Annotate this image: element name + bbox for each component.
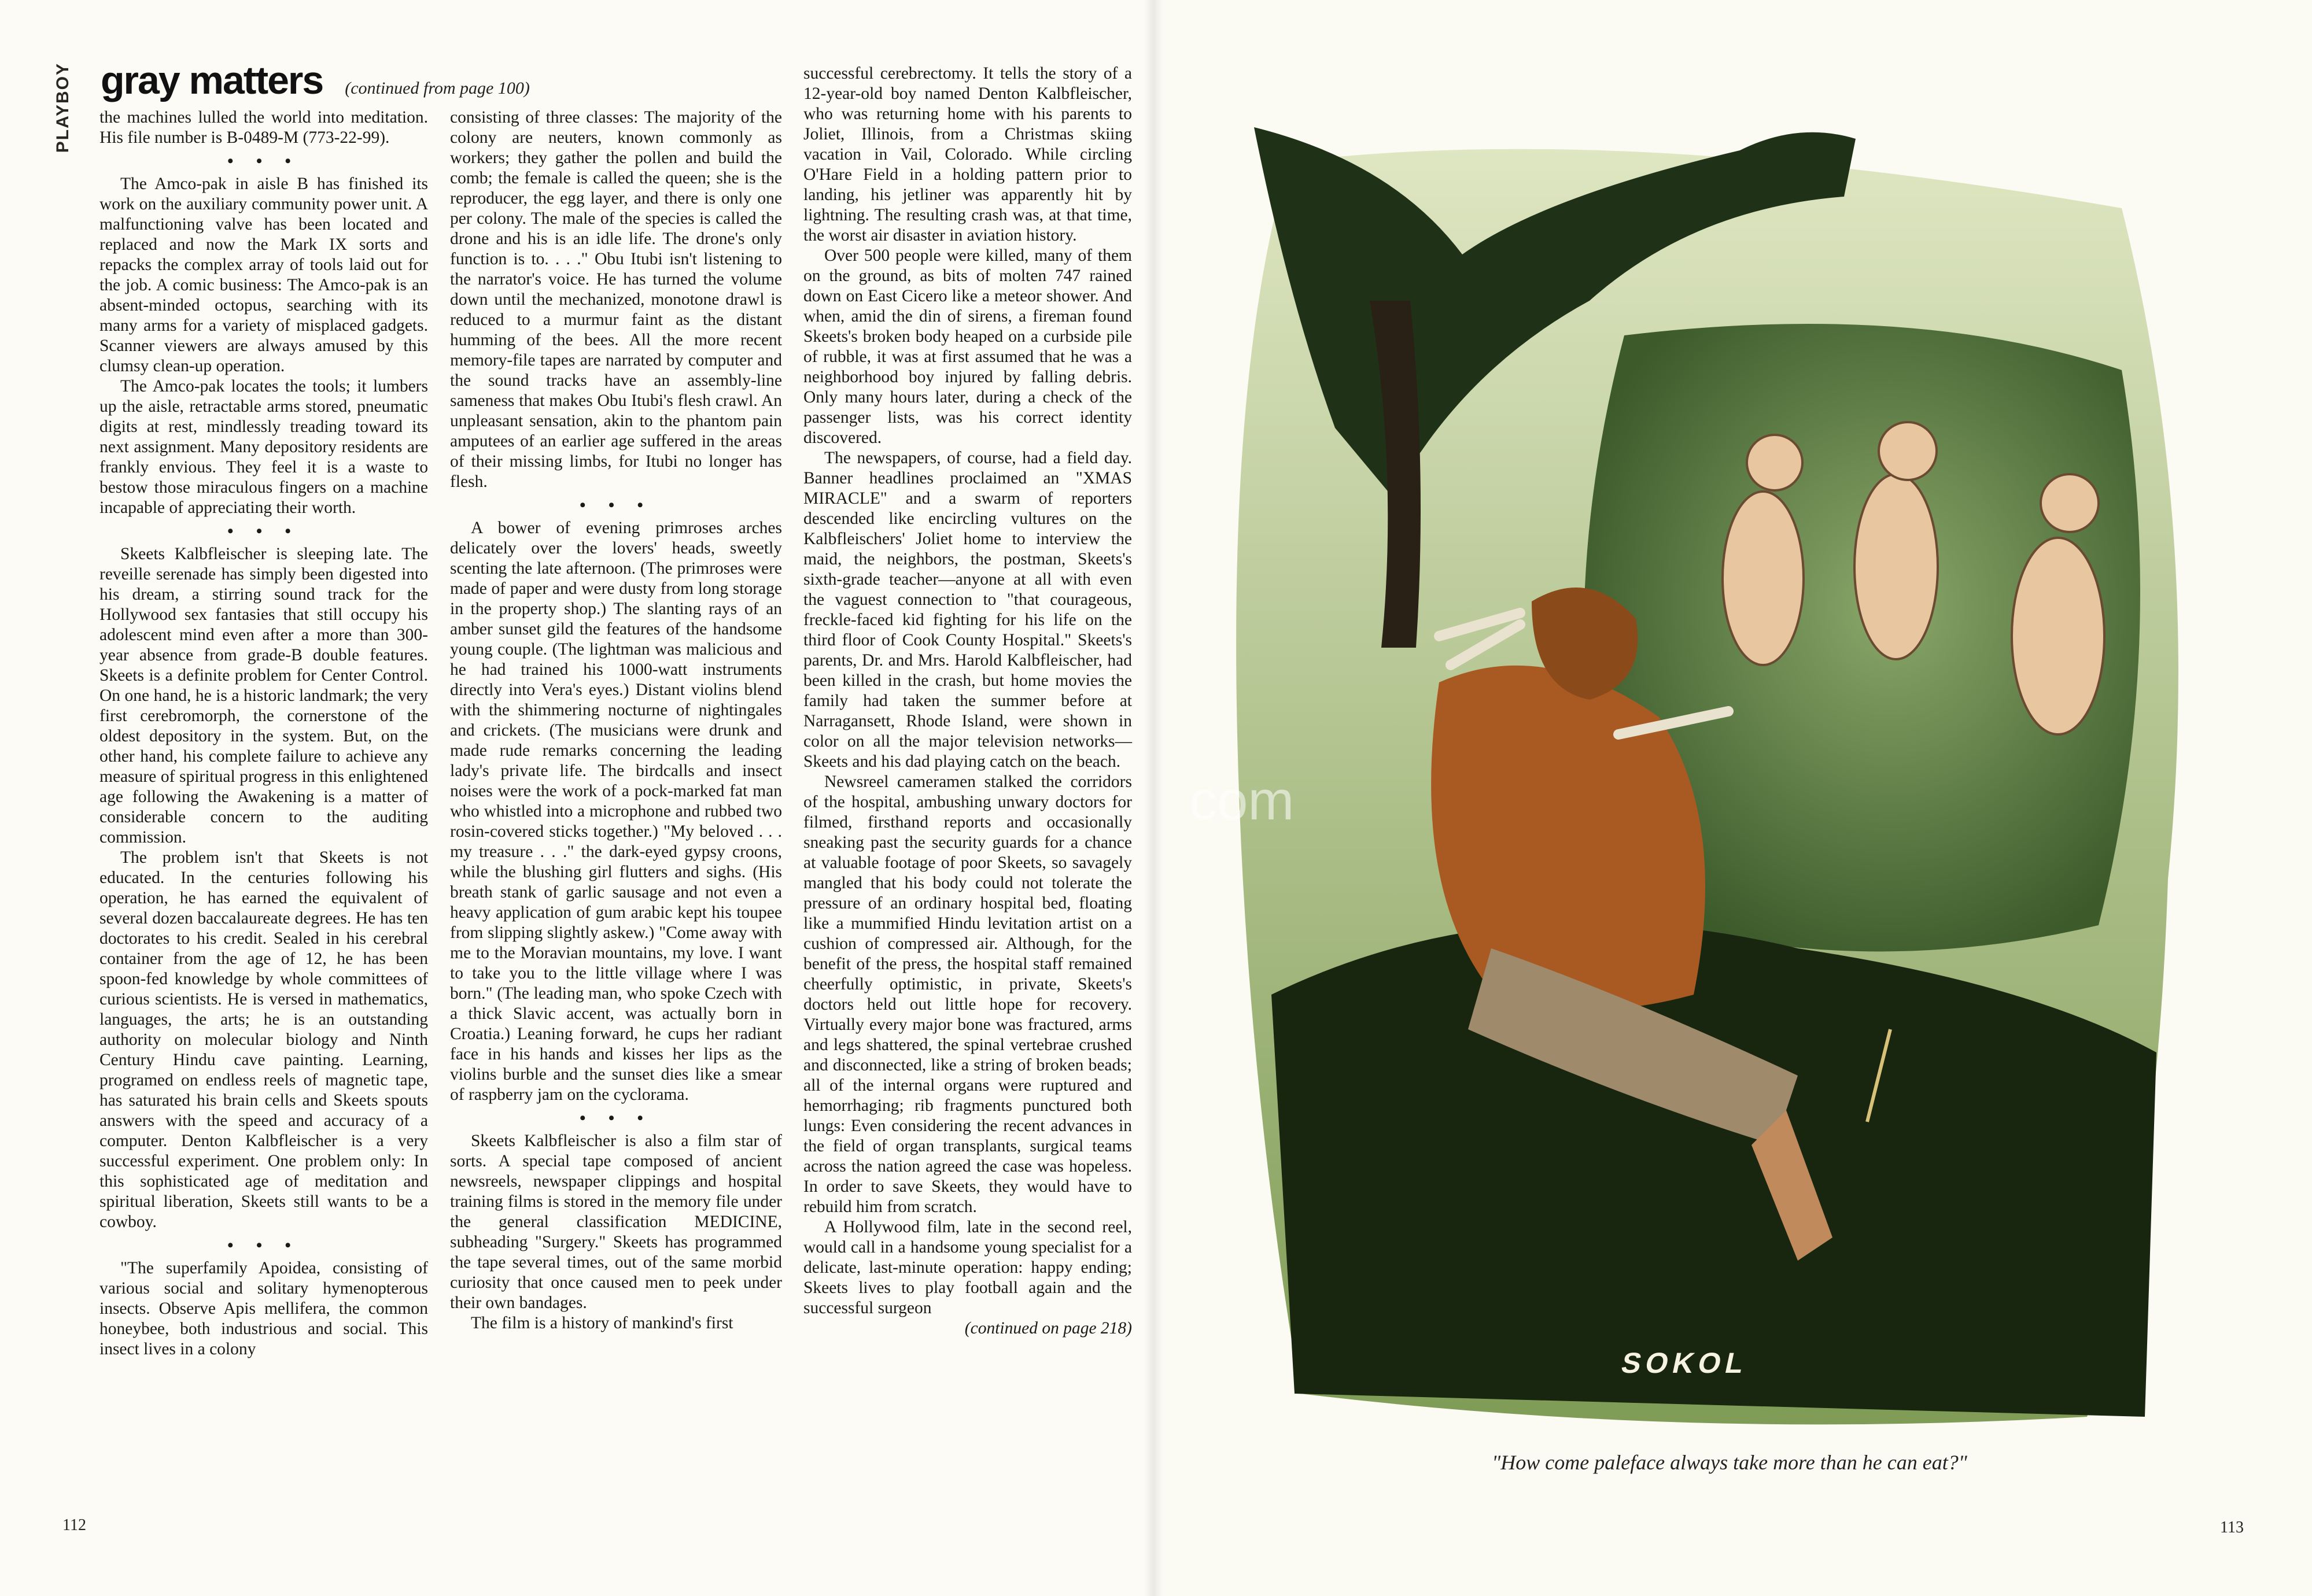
page-number-right: 113	[2220, 1519, 2244, 1536]
section-break: • • •	[227, 1236, 300, 1255]
paragraph: A bower of evening primroses arches delicately over the lovers' heads, sweetly scenting the late afternoon. (The primroses were made of paper and were dusty from long storage in the property shop.) The slanting rays of an amber sunset gild the features of the handsome young couple. (The lightman was malicious and he had trained his 1000-watt instruments directly into Vera's eyes.) Distant violins blend with the shimmering nocturne of nightingales and crickets. (The musicians were drunk and made rude remarks concerning the leading lady's private life. The birdcalls and insect noises were the work of a pock-marked fat man who whistled into a microphone and rubbed two rosin-covered sticks together.) "My beloved . . . my treasure . . ." the dark-eyed gypsy croons, while the blushing girl flutters and sighs. (His breath stank of garlic sausage and not even a heavy application of gum arabic kept his toupee from slipping slightly askew.) "Come away with me to the Moravian mountains, my love. I want to take you to the little village where I was born." (The leading man, who spoke Czech with a thick Slavic accent, was actually born in Croatia.) Leaning forward, he cups her radiant face in his hands and kisses her lips as the violins burble and the sunset dies like a smear of raspberry jam on the cyclorama.	[450, 519, 782, 1104]
paragraph: consisting of three classes: The majority of the colony are neuters, known commonly as workers; they gather the pollen and build the comb; the female is called the queen; she is the reproducer, the egg layer, and there is only one per colony. The male of the species is called the drone and his is an idle life. The drone's only function is to. . . ." Obu Itubi isn't listening to the narrator's voice. He has turned the volume down until the mechanized, monotone drawl is reduced to a murmur faint as the distant humming of the bees. All the more recent memory-file tapes are narrated by computer and the sound tracks have an assembly-line sameness that makes Obu Itubi's flesh crawl. An unpleasant sensation, akin to the phantom pain amputees of an earlier age suffered in the areas of their missing limbs, for Itubi no longer has flesh.	[450, 108, 782, 491]
page-number-left: 112	[62, 1516, 86, 1534]
section-break: • • •	[227, 152, 300, 171]
paragraph: successful cerebrectomy. It tells the story of a 12-year-old boy named Denton Kalbfleischer, who was returning home with his parents to Joliet, Illinois, from a Christmas skiing vacation in Vail, Colorado. While circling O'Hare Field in a holding pattern prior to landing, his jetliner was apparently hit by lightning. The resulting crash was, at that time, the worst air disaster in aviation history.	[803, 64, 1132, 245]
paragraph: The Amco-pak locates the tools; it lumbers up the aisle, retractable arms stored, pneumatic digits at rest, mindlessly treading toward its next assignment. Many depository residents are frankly envious. They feel it is a waste to bestow those miraculous fingers on a machine incapable of appreciating their worth.	[99, 377, 428, 517]
continued-from-note: (continued from page 100)	[345, 79, 530, 98]
artist-signature: SOKOL	[1618, 1347, 1751, 1379]
magazine-name: PLAYBOY	[53, 62, 72, 153]
paragraph: The Amco-pak in aisle B has finished its work on the auxiliary community power unit. A malfunctioning valve has been located and replaced and now the Mark IX sorts and repacks the complex array of tools laid out for the job. A comic business: The Amco-pak is an absent-minded octopus, searching with its many arms for a variety of misplaced gadgets. Scanner viewers are always amused by this clumsy clean-up operation.	[99, 175, 428, 375]
paragraph: "The superfamily Apoidea, consisting of various social and solitary hymenopterous insects. Observe Apis mellifera, the common honeybee, both industrious and social. This insect lives in a colony	[99, 1259, 428, 1358]
article-headline	[101, 58, 530, 103]
article-title: gray matters	[101, 58, 323, 102]
paragraph: Over 500 people were killed, many of them on the ground, as bits of molten 747 rained down on East Cicero like a meteor shower. And when, amid the din of sirens, a fireman found Skeets's broken body heaped on a curbside pile of rubble, it was at first assumed that he was a neighborhood boy injured by falling debris. Only many hours later, during a check of the passenger lists, was his correct identity discovered.	[803, 246, 1132, 447]
text-column-2	[450, 108, 782, 1333]
cartoon-artwork	[1219, 127, 2186, 1428]
paragraph: The problem isn't that Skeets is not educated. In the centuries following his operation, he has earned the equivalent of several dozen baccalaureate degrees. He has ten doctorates to his credit. Sealed in his cerebral container from the age of 12, he has been spoon-fed knowledge by whole committees of curious scientists. He is versed in mathematics, languages, the arts; he is an outstanding authority on molecular biology and Ninth Century Hindu cave painting. Learning, programed on endless reels of magnetic tape, has saturated his brain cells and Skeets spouts answers with the speed and accuracy of a computer. Denton Kalbfleischer is a very successful experiment. One problem only: In this sophisticated age of meditation and spiritual liberation, Skeets still wants to be a cowboy.	[99, 848, 428, 1231]
paragraph: Newsreel cameramen stalked the corridors of the hospital, ambushing unwary doctors for filmed, firsthand reports and occasionally sneaking past the security guards for a chance at valuable footage of poor Skeets, so savagely mangled that his body could not tolerate the pressure of an ordinary hospital bed, floating like a mummified Hindu levitation artist on a cushion of compressed air. Although, for the benefit of the press, the hospital staff remained cheerfully optimistic, in private, Skeets's doctors held out little hope for recovery. Virtually every major bone was fractured, arms and legs shattered, the spinal vertebrae crushed and disconnected, like a string of broken beads; all of the internal organs were ruptured and hemorrhaging; rib fragments punctured both lungs: Even considering the recent advances in the field of organ transplants, surgical teams across the nation agreed the case was hopeless. In order to save Skeets, they would have to rebuild him from scratch.	[803, 773, 1132, 1216]
continued-on-note: (continued on page 218)	[964, 1319, 1132, 1338]
section-break: • • •	[580, 1109, 652, 1128]
text-column-1	[99, 108, 428, 1359]
section-break: • • •	[580, 496, 652, 515]
paragraph: Skeets Kalbfleischer is also a film star of sorts. A special tape composed of ancient newsreels, newspaper clippings and hospital training films is stored in the memory file under the general classification MEDICINE, subheading "Surgery." Skeets has programmed the tape several times, out of the same morbid curiosity that once caused men to peek under their own bandages.	[450, 1132, 782, 1312]
cartoon-illustration	[1219, 127, 2186, 1428]
spine-gutter	[1144, 0, 1163, 1596]
paragraph: The film is a history of mankind's first	[471, 1314, 733, 1332]
cartoon-caption: "How come paleface always take more than he can eat?"	[1492, 1451, 1967, 1474]
paragraph: The newspapers, of course, had a field day. Banner headlines proclaimed an "XMAS MIRACLE" and a swarm of reporters descended like encircling vultures on the Kalbfleischers' Joliet home to interview the maid, the neighbors, the postman, Skeets's sixth-grade teacher—anyone at all with even the vaguest connection to "that courageous, freckle-faced kid fighting for his life on the third floor of Cook County Hospital." Skeets's parents, Dr. and Mrs. Harold Kalbfleischer, had been killed in the crash, but home movies the family had taken the summer before at Narragansett, Rhode Island, were shown in color on all the major television networks—Skeets and his dad playing catch on the beach.	[803, 449, 1132, 771]
paragraph: the machines lulled the world into meditation. His file number is B-0489-M (773-22-99).	[99, 108, 428, 147]
paragraph: A Hollywood film, late in the second reel, would call in a handsome young specialist for a delicate, last-minute operation: happy ending; Skeets lives to play football again and the successful surgeon	[803, 1218, 1132, 1317]
section-break: • • •	[227, 522, 300, 541]
text-column-3	[803, 64, 1132, 1339]
watermark-text: com	[1189, 770, 1295, 832]
paragraph: Skeets Kalbfleischer is sleeping late. The reveille serenade has simply been digested into his dream, a stirring sound track for the Hollywood sex fantasies that still occupy his adolescent mind even after a more than 300-year absence from grade-B double features. Skeets is a definite problem for Center Control. On one hand, he is a historic landmark; the very first cerebromorph, the cornerstone of the oldest depository in the system. But, on the other hand, his complete failure to achieve any measure of spiritual progress in this enlightened age following the Awakening is a matter of considerable concern to the auditing commission.	[99, 545, 428, 847]
